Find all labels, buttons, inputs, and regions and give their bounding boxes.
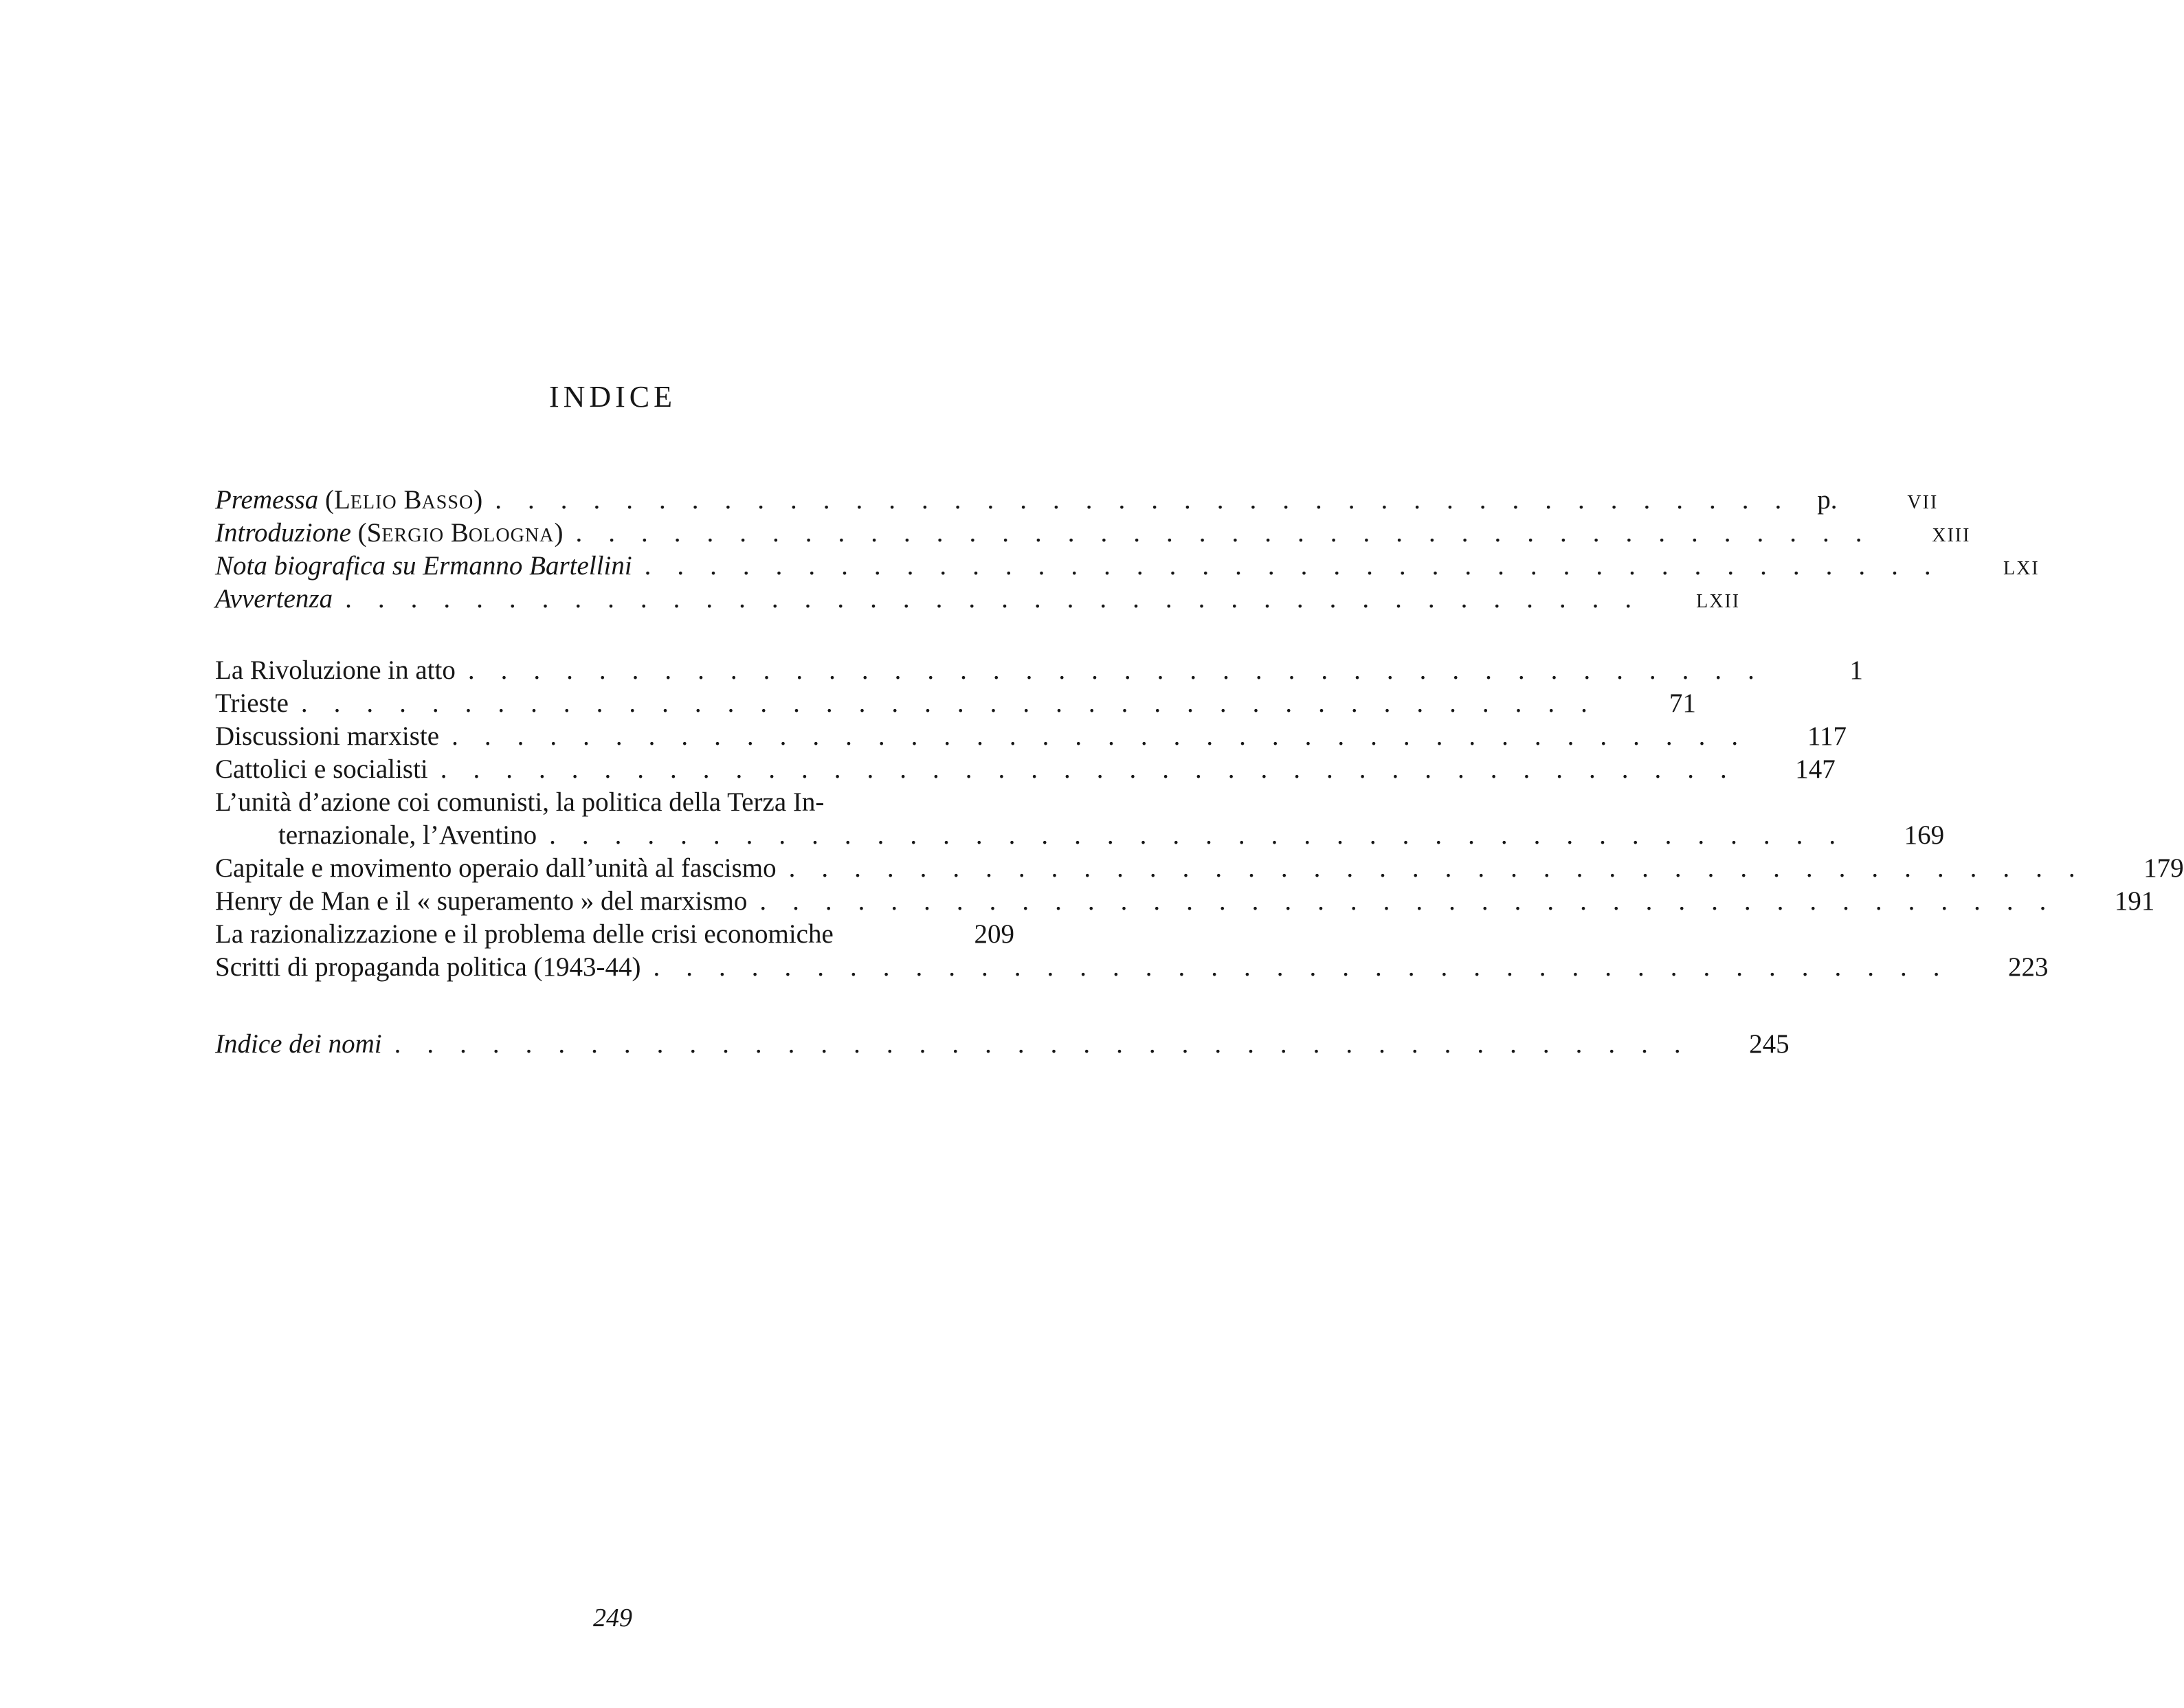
- dot-leader: ........................................: [440, 754, 1753, 784]
- toc-entry-title: Cattolici e socialisti: [215, 754, 428, 784]
- toc-entry-page: 147: [1795, 754, 1836, 784]
- toc-entry-title: Henry de Man e il « superamento » del marxismo: [215, 886, 748, 916]
- toc-entry-introduzione[interactable]: Introduzione (SERGIO BOLOGNA) ........................................ XIII: [215, 517, 1014, 550]
- page-abbrev: p.: [1817, 485, 1838, 515]
- dot-leader: ........................................: [452, 721, 1765, 751]
- toc-entry-page: 71: [1669, 688, 1696, 718]
- toc-entry-page: 179: [2143, 853, 2184, 883]
- toc-entry-title: Avvertenza: [215, 584, 333, 614]
- toc-entry-title: Capitale e movimento operaio dall’unità al fascismo: [215, 853, 777, 883]
- toc-entry-premessa[interactable]: Premessa (LELIO BASSO) ........................................ p. VII: [215, 484, 1014, 517]
- toc-entry-page: 191: [2114, 886, 2155, 916]
- toc-entry-chapter[interactable]: [215, 654, 1863, 687]
- dot-leader: ........................................: [759, 886, 2073, 916]
- dot-leader: ........................................: [467, 655, 1781, 685]
- toc-entry-chapter-line1[interactable]: [215, 786, 1014, 819]
- page-title: INDICE: [548, 380, 677, 414]
- dot-leader: ........................................: [394, 1029, 1707, 1059]
- toc-entry-page: 209: [974, 919, 1014, 949]
- toc-entry-chapter[interactable]: [215, 720, 1847, 753]
- index-list: [215, 1028, 1790, 1061]
- toc-entry-page: 1: [1849, 655, 1863, 685]
- toc-entry-chapter[interactable]: [215, 753, 1836, 786]
- toc-entry-page: 169: [1904, 820, 1945, 850]
- toc-entry-title: L’unità d’azione coi comunisti, la politica della Terza In-: [215, 787, 825, 817]
- dot-leader: ........................................: [644, 551, 1957, 581]
- toc-entry-chapter-line2[interactable]: [215, 819, 1945, 852]
- toc-entry-page: VII: [1907, 492, 1939, 513]
- toc-entry-title: Scritti di propaganda politica (1943-44): [215, 952, 641, 982]
- toc-entry-avvertenza[interactable]: [215, 583, 1741, 616]
- toc-entry-indice-dei-nomi[interactable]: [215, 1028, 1790, 1061]
- toc-entry-title: Premessa: [215, 485, 319, 515]
- dot-leader: ........................................: [549, 820, 1862, 850]
- toc-entry-page: LXI: [2003, 558, 2040, 579]
- toc-entry-title-continued: ternazionale, l’Aventino: [278, 820, 537, 850]
- dot-leader: ........................................: [575, 518, 1888, 548]
- toc-entry-chapter[interactable]: [215, 951, 2049, 984]
- page-number: 249: [593, 1604, 632, 1632]
- toc-entry-chapter[interactable]: [215, 885, 2155, 918]
- dot-leader: ........................................: [345, 584, 1658, 614]
- front-matter-list: [215, 484, 2040, 616]
- chapter-list: [215, 654, 2184, 984]
- toc-entry-title: Trieste: [215, 688, 289, 718]
- dot-leader: ........................................: [495, 485, 1808, 515]
- dot-leader: ........................................: [653, 952, 1966, 982]
- toc-entry-title: Introduzione: [215, 518, 351, 548]
- toc-entry-title: La Rivoluzione in atto: [215, 655, 456, 685]
- toc-entry-chapter[interactable]: [215, 852, 2184, 885]
- toc-entry-page: LXII: [1696, 591, 1741, 612]
- toc-entry-title: La razionalizzazione e il problema delle crisi economiche: [215, 919, 834, 949]
- toc-entry-title: Indice dei nomi: [215, 1029, 382, 1059]
- toc-entry-page: 223: [2008, 952, 2049, 982]
- toc-entry-page: 117: [1807, 721, 1847, 751]
- toc-entry-page: XIII: [1932, 525, 1971, 546]
- toc-entry-chapter[interactable]: [215, 918, 1014, 951]
- dot-leader: ........................................: [300, 688, 1614, 718]
- toc-entry-title: Nota biografica su Ermanno Bartellini: [215, 551, 632, 581]
- toc-entry-chapter[interactable]: [215, 687, 1696, 720]
- toc-entry-title: Discussioni marxiste: [215, 721, 440, 751]
- toc-entry-nota-biografica[interactable]: [215, 550, 2040, 583]
- toc-entry-page: 245: [1749, 1029, 1790, 1059]
- dot-leader: ........................................: [788, 853, 2102, 883]
